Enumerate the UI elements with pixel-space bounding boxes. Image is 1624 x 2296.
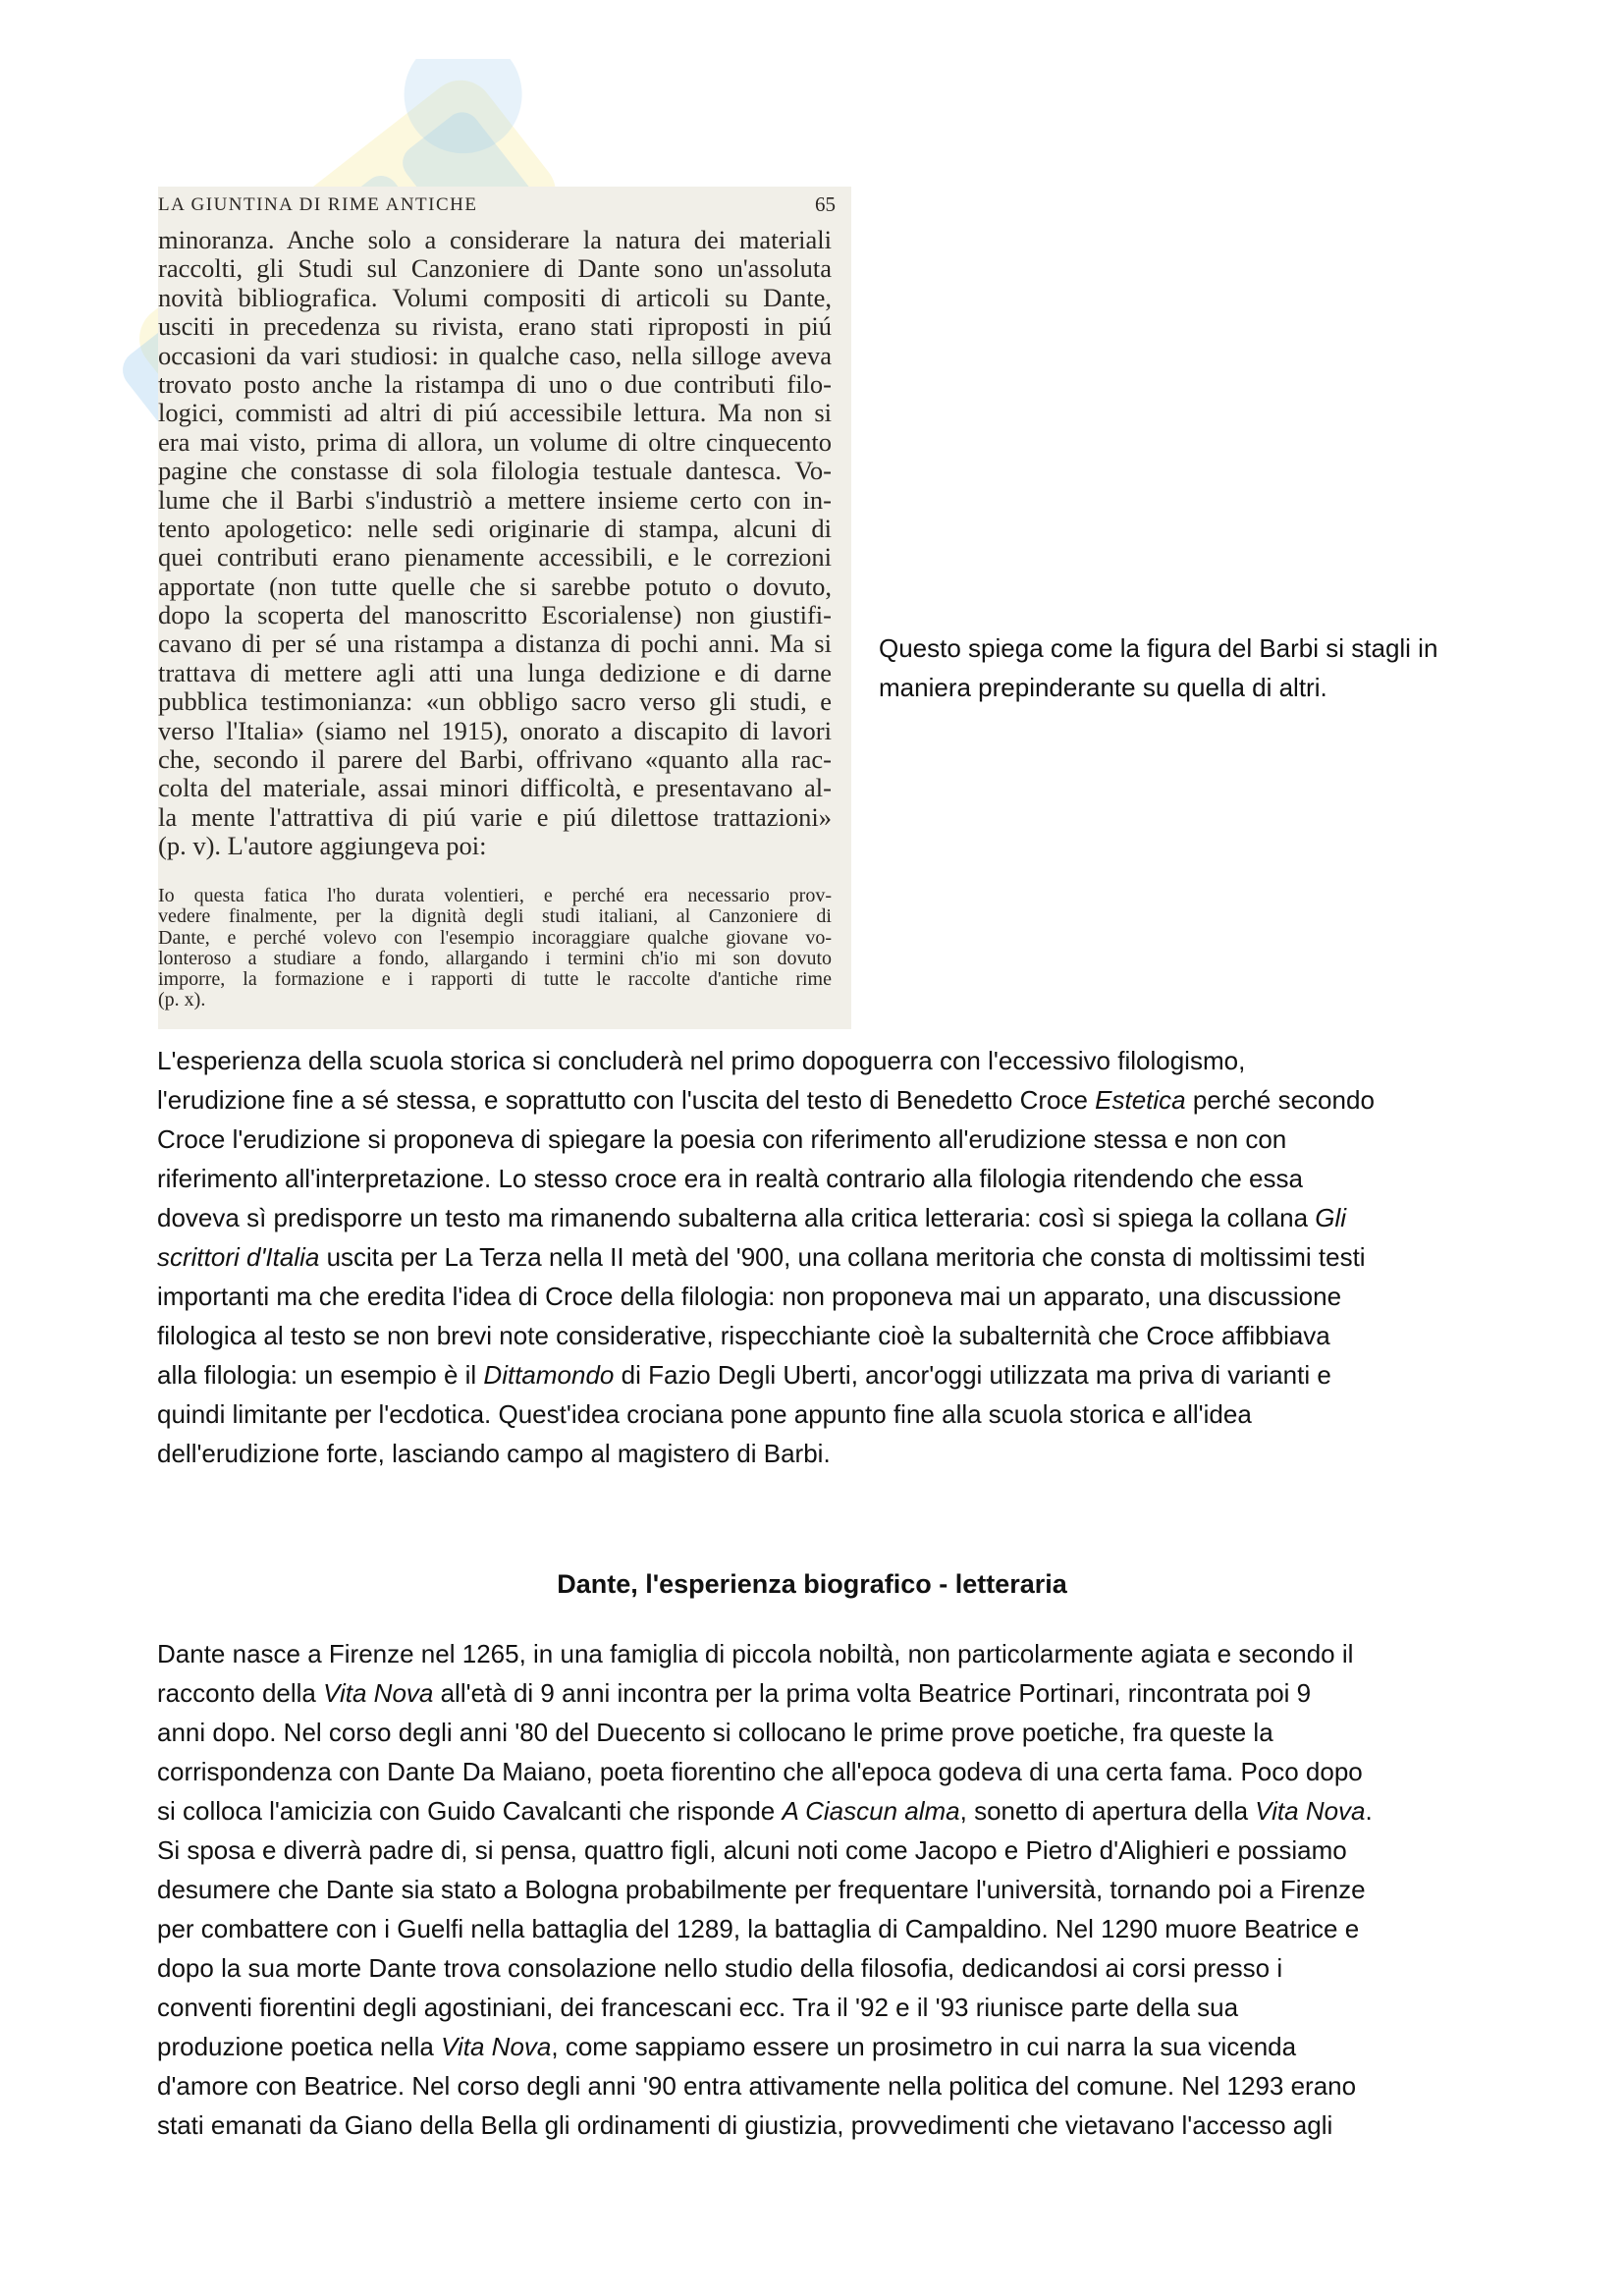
scan-line: raccolti, gli Studi sul Canzoniere di Dante sono un'assoluta <box>158 253 832 284</box>
scan-line: quei contributi erano pienamente accessibili, e le correzioni <box>158 542 832 573</box>
paragraph-line: L'esperienza della scuola storica si concluderà nel primo dopoguerra con l'eccessivo filologismo, <box>157 1046 1246 1075</box>
scan-line: la mente l'attrattiva di piú varie e piú dilettose trattazioni» <box>158 801 832 832</box>
paragraph-line: alla filologia: un esempio è il Dittamondo di Fazio Degli Uberti, ancor'oggi utilizzata ma priva di varianti e <box>157 1360 1331 1390</box>
scan-line: trovato posto anche la ristampa di uno o due contributi filo- <box>158 368 832 399</box>
scan-line: occasioni da vari studiosi: in qualche caso, nella silloge aveva <box>158 340 832 370</box>
scan-line: che, secondo il parere del Barbi, offrivano «quanto alla rac- <box>158 744 832 775</box>
scan-line: logici, commisti ad altri di piú accessibile lettura. Ma non si <box>158 398 832 428</box>
paragraph-line: conventi fiorentini degli agostiniani, dei francescani ecc. Tra il '92 e il '93 riunisce parte della sua <box>157 1993 1239 2022</box>
scan-line: colta del materiale, assai minori difficoltà, e presentavano al- <box>158 773 832 803</box>
title-vita-nova: Vita Nova <box>441 2032 552 2061</box>
paragraph-line: importanti ma che eredita l'idea di Croce della filologia: non proponeva mai un apparato, una discussione <box>157 1282 1342 1311</box>
scan-line: (p. v). L'autore aggiungeva poi: <box>158 831 487 861</box>
scan-line: pubblica testimonianza: «un obbligo sacro verso gli studi, e <box>158 686 832 717</box>
paragraph-line: anni dopo. Nel corso degli anni '80 del Duecento si collocano le prime prove poetiche, fra queste la <box>157 1718 1273 1747</box>
paragraph-line: per combattere con i Guelfi nella battaglia del 1289, la battaglia di Campaldino. Nel 1290 muore Beatrice e <box>157 1914 1360 1943</box>
paragraph-line: si colloca l'amicizia con Guido Cavalcanti che risponde A Ciascun alma, sonetto di apertura della Vita Nova. <box>157 1796 1373 1826</box>
paragraph-line: filologica al testo se non brevi note considerative, rispecchiante cioè la subalternità che Croce affibbiava <box>157 1321 1330 1350</box>
scan-quote-line: vedere finalmente, per la dignità degli studi italiani, al Canzoniere di <box>158 905 832 928</box>
scan-line: lume che il Barbi s'industriò a mettere insieme certo con in- <box>158 484 832 515</box>
title-estetica: Estetica <box>1095 1085 1186 1115</box>
title-dittamondo: Dittamondo <box>483 1360 615 1390</box>
scan-line: cavano di per sé una ristampa a distanza di pochi anni. Ma si <box>158 629 832 659</box>
scan-line: novità bibliografica. Volumi compositi di articoli su Dante, <box>158 282 832 312</box>
paragraph-line: desumere che Dante sia stato a Bologna probabilmente per frequentare l'università, tornando poi a Firenze <box>157 1875 1366 1904</box>
scan-block-quote <box>158 886 832 1011</box>
title-a-ciascun-alma: A Ciascun alma <box>782 1796 960 1826</box>
paragraph-line: dopo la sua morte Dante trova consolazione nello studio della filosofia, dedicandosi ai corsi presso i <box>157 1953 1283 1983</box>
side-note <box>879 629 1507 707</box>
paragraph-line: quindi limitante per l'ecdotica. Quest'idea crociana pone appunto fine alla scuola storica e all'idea <box>157 1399 1252 1429</box>
paragraph-line: produzione poetica nella Vita Nova, come sappiamo essere un prosimetro in cui narra la sua vicenda <box>157 2032 1297 2061</box>
scan-quote-line: imporre, la formazione e i rapporti di tutte le raccolte d'antiche rime <box>158 968 832 991</box>
scan-line: era mai visto, prima di allora, un volume di oltre cinquecento <box>158 426 832 457</box>
paragraph-line: Croce l'erudizione si proponeva di spiegare la poesia con riferimento all'erudizione stessa e non con <box>157 1124 1287 1154</box>
scan-quote-line: Io questa fatica l'ho durata volentieri, e perché era necessario prov- <box>158 885 832 906</box>
scan-line: verso l'Italia» (siamo nel 1915), onorato a discapito di lavori <box>158 715 832 745</box>
scan-quote-line: Dante, e perché volevo con l'esempio incoraggiare qualche giovane vo- <box>158 926 832 949</box>
scan-line: tento apologetico: nelle sedi originarie di stampa, alcuni di <box>158 513 832 543</box>
title-vita-nova: Vita Nova <box>1255 1796 1366 1826</box>
scan-page-number: 65 <box>815 192 836 216</box>
scan-line: dopo la scoperta del manoscritto Escorialense) non giustifi- <box>158 600 832 630</box>
scan-line: usciti in precedenza su rivista, erano stati riproposti in piú <box>158 311 832 342</box>
paragraph-dante-biografia <box>157 1634 1492 2145</box>
paragraph-line: Si sposa e diverrà padre di, si pensa, quattro figli, alcuni noti come Jacopo e Pietro d'Alighieri e possiamo <box>157 1835 1347 1865</box>
paragraph-line: dell'erudizione forte, lasciando campo al magistero di Barbi. <box>157 1439 831 1468</box>
paragraph-line: Dante nasce a Firenze nel 1265, in una famiglia di piccola nobiltà, non particolarmente agiata e secondo il <box>157 1639 1354 1668</box>
title-gli-scrittori-part2: scrittori d'Italia <box>157 1242 320 1272</box>
scan-line: apportate (non tutte quelle che si sarebbe potuto o dovuto, <box>158 571 832 601</box>
side-note-line: maniera prepinderante su quella di altri. <box>879 673 1327 702</box>
paragraph-line: scrittori d'Italia uscita per La Terza nella II metà del '900, una collana meritoria che consta di moltissimi testi <box>157 1242 1366 1272</box>
scan-line: minoranza. Anche solo a considerare la natura dei materiali <box>158 225 832 254</box>
scan-quote-line: (p. x). <box>158 989 206 1011</box>
side-note-line: Questo spiega come la figura del Barbi si stagli in <box>879 633 1438 663</box>
paragraph-line: racconto della Vita Nova all'età di 9 anni incontra per la prima volta Beatrice Portinari, rincontrata poi 9 <box>157 1678 1312 1708</box>
title-vita-nova: Vita Nova <box>323 1678 434 1708</box>
paragraph-line: doveva sì predisporre un testo ma rimanendo subalterna alla critica letteraria: così si spiega la collana Gli <box>157 1203 1347 1232</box>
paragraph-line: corrispondenza con Dante Da Maiano, poeta fiorentino che all'epoca godeva di una certa fama. Poco dopo <box>157 1757 1363 1786</box>
title-gli-scrittori-part1: Gli <box>1315 1203 1347 1232</box>
scan-quote-line: lonteroso a studiare a fondo, allargando i termini ch'io mi son dovuto <box>158 947 832 969</box>
scan-line: pagine che constasse di sola filologia testuale dantesca. Vo- <box>158 456 832 486</box>
paragraph-scuola-storica <box>157 1041 1492 1473</box>
paragraph-line: d'amore con Beatrice. Nel corso degli anni '90 entra attivamente nella politica del comune. Nel 1293 erano <box>157 2071 1357 2101</box>
scan-line: trattava di mettere agli atti una lunga dedizione e di darne <box>158 657 832 687</box>
scan-header <box>158 192 836 220</box>
paragraph-line: riferimento all'interpretazione. Lo stesso croce era in realtà contrario alla filologia ritendendo che essa <box>157 1164 1303 1193</box>
scanned-book-page <box>158 187 851 1029</box>
paragraph-line: l'erudizione fine a sé stessa, e soprattutto con l'uscita del testo di Benedetto Croce Estetica perché secondo <box>157 1085 1375 1115</box>
scan-body-text <box>158 226 832 861</box>
scan-running-title: LA GIUNTINA DI RIME ANTICHE <box>158 194 478 215</box>
section-heading: Dante, l'esperienza biografico - letteraria <box>557 1569 1067 1599</box>
paragraph-line: stati emanati da Giano della Bella gli ordinamenti di giustizia, provvedimenti che vietavano l'accesso agli <box>157 2110 1333 2140</box>
